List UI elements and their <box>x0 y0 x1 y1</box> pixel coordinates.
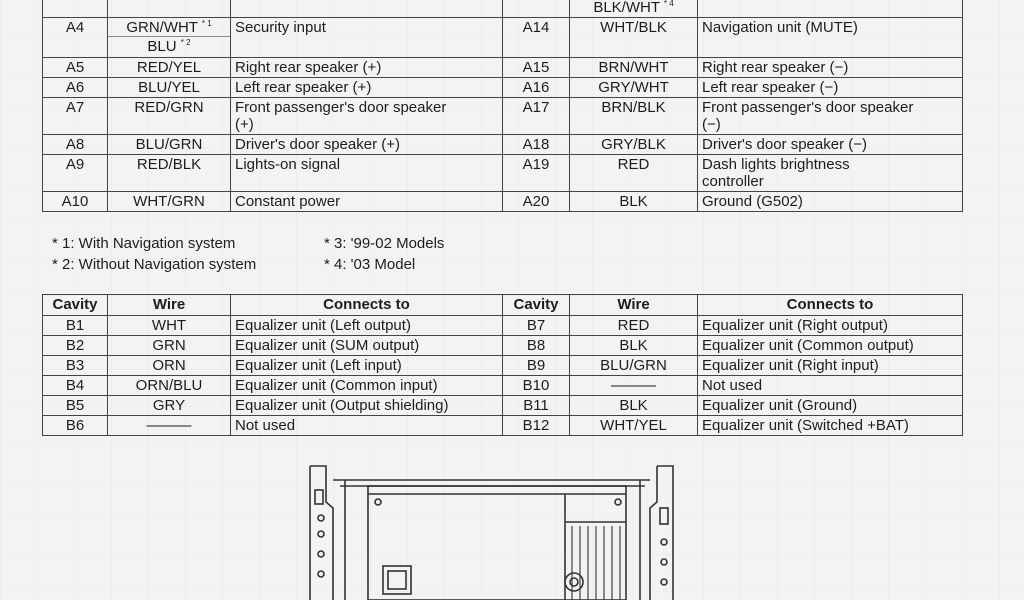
footnote: * 4: '03 Model <box>324 256 416 273</box>
table-header-row <box>43 295 963 316</box>
wire-cell: BRN/BLK <box>570 98 698 135</box>
connects-cell <box>698 98 963 135</box>
wire-cell: ——— <box>108 416 231 436</box>
table-row <box>43 58 963 78</box>
cavity-cell: A14 <box>503 18 570 58</box>
column-header: Connects to <box>698 295 963 316</box>
connects-line: Dash lights brightness <box>702 156 850 173</box>
wire-cell: RED/BLK <box>108 155 231 192</box>
table-row <box>43 376 963 396</box>
connects-cell: Left rear speaker (+) <box>231 78 503 98</box>
cavity-cell <box>43 0 108 18</box>
connects-cell: Lights-on signal <box>231 155 503 192</box>
table-row <box>43 192 963 212</box>
column-header: Wire <box>570 295 698 316</box>
wire-cell: BLK <box>570 192 698 212</box>
cavity-cell: A9 <box>43 155 108 192</box>
footnote: * 3: '99-02 Models <box>324 235 445 252</box>
wire-color-alt: BLU <box>147 38 177 55</box>
audio-unit-drawing-icon <box>300 462 690 600</box>
cavity-cell: A10 <box>43 192 108 212</box>
wire-cell <box>108 0 231 18</box>
connects-cell: Equalizer unit (SUM output) <box>231 336 503 356</box>
wire-cell: RED <box>570 155 698 192</box>
table-row <box>43 396 963 416</box>
connects-line: (−) <box>702 116 721 133</box>
cavity-cell: A15 <box>503 58 570 78</box>
wire-cell: GRY <box>108 396 231 416</box>
connects-cell: Left rear speaker (−) <box>698 78 963 98</box>
connects-cell: Driver's door speaker (−) <box>698 135 963 155</box>
table-row <box>43 336 963 356</box>
wire-cell <box>108 18 231 58</box>
wire-cell <box>570 0 698 18</box>
connects-cell: Equalizer unit (Common input) <box>231 376 503 396</box>
table-row <box>43 78 963 98</box>
column-header: Connects to <box>231 295 503 316</box>
column-header: Cavity <box>43 295 108 316</box>
connects-cell: Ground (G502) <box>698 192 963 212</box>
cavity-cell: B11 <box>503 396 570 416</box>
connects-cell: Security input <box>231 18 503 58</box>
connects-cell: Equalizer unit (Ground) <box>698 396 963 416</box>
connects-cell: Equalizer unit (Common output) <box>698 336 963 356</box>
wire-cell: WHT/GRN <box>108 192 231 212</box>
connects-cell: Driver's door speaker (+) <box>231 135 503 155</box>
wire-cell: GRN <box>108 336 231 356</box>
cavity-cell: B3 <box>43 356 108 376</box>
table-row <box>43 18 963 58</box>
wire-footnote: * 4 <box>663 0 674 8</box>
wire-color: BLK/WHT <box>593 0 660 16</box>
connects-cell <box>231 0 503 18</box>
wire-cell: WHT <box>108 316 231 336</box>
cavity-cell: B7 <box>503 316 570 336</box>
table-row <box>43 155 963 192</box>
cavity-cell: A5 <box>43 58 108 78</box>
cavity-cell: A7 <box>43 98 108 135</box>
table-row <box>43 0 963 18</box>
cavity-cell: A8 <box>43 135 108 155</box>
connects-cell: Constant power <box>231 192 503 212</box>
cavity-cell: A18 <box>503 135 570 155</box>
connects-cell: Right rear speaker (−) <box>698 58 963 78</box>
footnote: * 2: Without Navigation system <box>52 256 257 273</box>
connects-cell: Navigation unit (MUTE) <box>698 18 963 58</box>
wire-cell: ORN <box>108 356 231 376</box>
connects-cell: Equalizer unit (Right output) <box>698 316 963 336</box>
table-row <box>43 316 963 336</box>
connects-cell <box>231 98 503 135</box>
connects-line: controller <box>702 173 764 190</box>
footnote: * 1: With Navigation system <box>52 235 236 252</box>
connects-cell: Equalizer unit (Switched +BAT) <box>698 416 963 436</box>
wire-cell: BLK <box>570 396 698 416</box>
wire-color: GRN/WHT <box>126 19 198 36</box>
table-row <box>43 98 963 135</box>
cavity-cell: B5 <box>43 396 108 416</box>
wire-cell: WHT/YEL <box>570 416 698 436</box>
wire-cell: GRY/BLK <box>570 135 698 155</box>
connects-cell: Equalizer unit (Left input) <box>231 356 503 376</box>
wire-cell: RED/GRN <box>108 98 231 135</box>
connects-cell: Equalizer unit (Left output) <box>231 316 503 336</box>
connects-cell: Equalizer unit (Right input) <box>698 356 963 376</box>
cavity-cell: B12 <box>503 416 570 436</box>
connects-line: Front passenger's door speaker <box>235 99 447 116</box>
cavity-cell: B1 <box>43 316 108 336</box>
connects-cell: Right rear speaker (+) <box>231 58 503 78</box>
wire-cell: BLK <box>570 336 698 356</box>
wire-cell: ORN/BLU <box>108 376 231 396</box>
wire-cell: RED <box>570 316 698 336</box>
connects-cell <box>698 0 963 18</box>
wire-cell: BLU/GRN <box>108 135 231 155</box>
connects-cell <box>698 155 963 192</box>
column-header: Cavity <box>503 295 570 316</box>
wire-cell: WHT/BLK <box>570 18 698 58</box>
connects-cell: Not used <box>698 376 963 396</box>
connects-line: Front passenger's door speaker <box>702 99 914 116</box>
cavity-cell: B6 <box>43 416 108 436</box>
cavity-cell: B4 <box>43 376 108 396</box>
cavity-cell: B8 <box>503 336 570 356</box>
table-row <box>43 135 963 155</box>
connects-cell: Equalizer unit (Output shielding) <box>231 396 503 416</box>
cavity-cell <box>503 0 570 18</box>
wire-cell: BLU/GRN <box>570 356 698 376</box>
wire-cell: ——— <box>570 376 698 396</box>
wire-footnote: * 2 <box>180 38 191 47</box>
wire-cell: GRY/WHT <box>570 78 698 98</box>
connector-b-table <box>42 294 963 436</box>
cavity-cell: A20 <box>503 192 570 212</box>
cavity-cell: A19 <box>503 155 570 192</box>
cavity-cell: B2 <box>43 336 108 356</box>
table-row <box>43 356 963 376</box>
connects-cell: Not used <box>231 416 503 436</box>
cavity-cell: B9 <box>503 356 570 376</box>
connects-line: (+) <box>235 116 254 133</box>
footnotes <box>52 233 444 275</box>
cavity-cell: B10 <box>503 376 570 396</box>
cavity-cell: A16 <box>503 78 570 98</box>
wire-cell: BRN/WHT <box>570 58 698 78</box>
wire-cell: BLU/YEL <box>108 78 231 98</box>
wire-footnote: * 1 <box>201 19 212 28</box>
column-header: Wire <box>108 295 231 316</box>
wire-cell: RED/YEL <box>108 58 231 78</box>
connector-a-table <box>42 0 963 212</box>
cavity-cell: A4 <box>43 18 108 58</box>
cavity-cell: A6 <box>43 78 108 98</box>
table-row <box>43 416 963 436</box>
cavity-cell: A17 <box>503 98 570 135</box>
